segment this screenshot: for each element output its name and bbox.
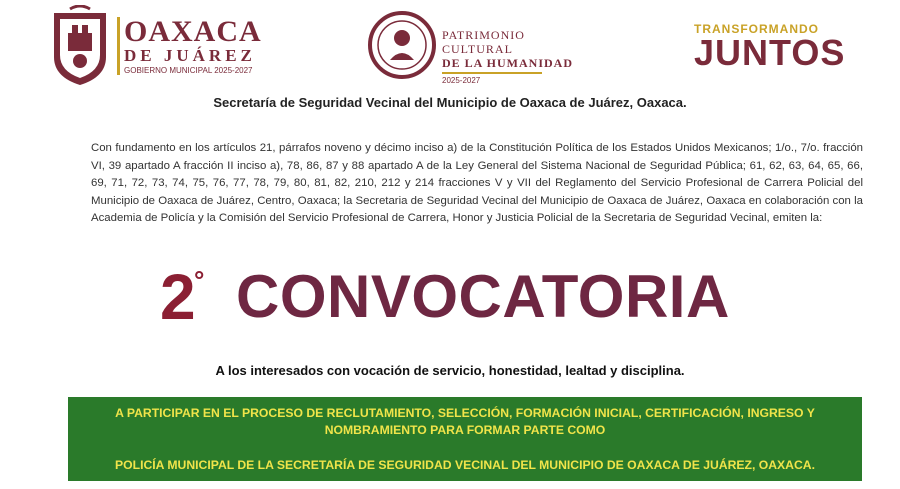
banner-line2: POLICÍA MUNICIPAL DE LA SECRETARÍA DE SEGURIDAD VECINAL DEL MUNICIPIO DE OAXACA DE JUÁREZ, OAXACA. (115, 458, 815, 472)
convocatoria-title (160, 262, 780, 332)
transformando-line1: TRANSFORMANDO (694, 22, 819, 36)
oaxaca-logo (50, 5, 260, 90)
banner-line1: A PARTICIPAR EN EL PROCESO DE RECLUTAMIENTO, SELECCIÓN, FORMACIÓN INICIAL, CERTIFICACIÓN, INGRESO Y NOMBRAMIENTO PARA FORMAR PARTE COMO (115, 406, 815, 437)
convocatoria-word: CONVOCATORIA (236, 263, 730, 330)
oaxaca-caption: GOBIERNO MUNICIPAL 2025-2027 (124, 66, 253, 75)
oaxaca-title: OAXACA (124, 15, 262, 48)
patrimonio-wordmark (442, 28, 598, 86)
oaxaca-subtitle: DE JUÁREZ (124, 46, 256, 65)
organization-heading: Secretaría de Seguridad Vecinal del Municipio de Oaxaca de Juárez, Oaxaca. (213, 95, 687, 110)
patrimonio-line2: DE LA HUMANIDAD (442, 56, 574, 70)
patrimonio-logo (368, 8, 598, 88)
recruitment-banner (68, 397, 862, 481)
transformando-logo (694, 22, 844, 77)
audience-line: A los interesados con vocación de servicio, honestidad, lealtad y disciplina. (215, 363, 685, 378)
oaxaca-wordmark (124, 17, 262, 77)
transformando-line2: JUNTOS (694, 32, 846, 73)
convocatoria-number: 2 (160, 261, 196, 333)
logo-divider (117, 17, 120, 75)
patrimonio-divider (442, 72, 542, 74)
patrimonio-line3: 2025-2027 (442, 76, 481, 85)
oaxaca-shield-icon (50, 5, 110, 87)
header (0, 0, 900, 95)
convocatoria-ordinal: ° (194, 265, 205, 295)
foundation-paragraph: Con fundamento en los artículos 21, párrafos noveno y décimo inciso a) de la Constitución Política de los Estados Unidos Mexicanos; 1/o., 7/o. fracción VI, 39 apartado A fracción II inciso a), 78, 86, 87 y 88 apartado A de la Ley General del Sistema Nacional de Seguridad Pública; 61, 62, 63, 64, 65, 66, 69, 71, 72, 73, 74, 75, 76, 77, 78, 79, 80, 81, 82, 210, 212 y 214 fracciones V y VII del Reglamento del Servicio Profesional de Carrera Policial del Municipio de Oaxaca de Juárez, Centro, Oaxaca; la Secretaria de Seguridad Vecinal del Municipio de Oaxaca de Juárez, Oaxaca en colaboración con la Academia de Policía y la Comisión del Servicio Profesional de Carrera, Honor y Justicia Policial de la Secretaria de Seguridad Vecinal, emiten la: (91, 142, 863, 225)
patrimonio-line1: PATRIMONIO CULTURAL (442, 28, 525, 56)
city-seal-icon (368, 8, 436, 82)
